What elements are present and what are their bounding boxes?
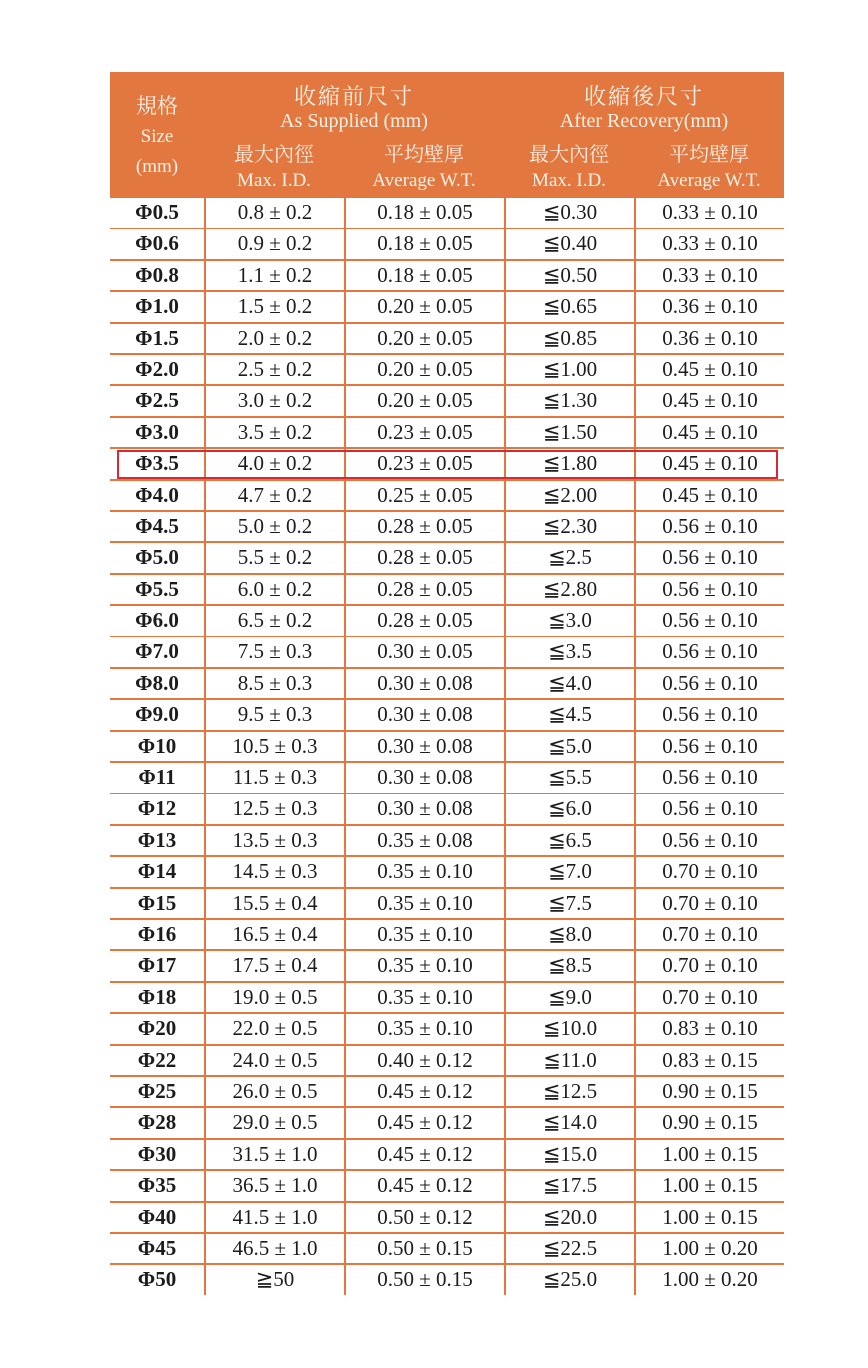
supplied-id-cell: 9.5 ± 0.3 [206,700,344,730]
size-cell: Φ14 [110,857,204,887]
size-cell: Φ5.5 [110,575,204,605]
table-row [110,1108,784,1138]
supplied-wt-cell: 0.40 ± 0.12 [346,1046,504,1076]
size-cell: Φ22 [110,1046,204,1076]
table-row [110,1234,784,1264]
col-supplied-id-zh: 最大內徑 [234,144,314,166]
size-cell: Φ1.0 [110,292,204,322]
supplied-id-cell: 11.5 ± 0.3 [206,763,344,793]
recovery-id-cell: ≦22.5 [506,1234,634,1264]
supplied-id-cell: 0.9 ± 0.2 [206,229,344,259]
recovery-wt-cell: 0.90 ± 0.15 [636,1108,784,1138]
recovery-id-cell: ≦0.40 [506,229,634,259]
supplied-id-cell: 14.5 ± 0.3 [206,857,344,887]
supplied-wt-cell: 0.35 ± 0.08 [346,826,504,856]
recovery-id-cell: ≦3.0 [506,606,634,636]
supplied-id-cell: 2.5 ± 0.2 [206,355,344,385]
recovery-id-cell: ≦6.0 [506,794,634,824]
size-cell: Φ0.8 [110,261,204,291]
recovery-id-cell: ≦12.5 [506,1077,634,1107]
supplied-wt-cell: 0.45 ± 0.12 [346,1140,504,1170]
supplied-wt-cell: 0.50 ± 0.12 [346,1203,504,1233]
size-cell: Φ2.5 [110,386,204,416]
recovery-id-cell: ≦15.0 [506,1140,634,1170]
supplied-id-cell: 36.5 ± 1.0 [206,1171,344,1201]
recovery-id-cell: ≦4.0 [506,669,634,699]
recovery-id-cell: ≦1.50 [506,418,634,448]
recovery-id-cell: ≦3.5 [506,637,634,667]
size-cell: Φ0.6 [110,229,204,259]
supplied-id-cell: 26.0 ± 0.5 [206,1077,344,1107]
recovery-wt-cell: 0.70 ± 0.10 [636,951,784,981]
size-cell: Φ28 [110,1108,204,1138]
supplied-wt-cell: 0.23 ± 0.05 [346,418,504,448]
recovery-wt-cell: 1.00 ± 0.20 [636,1265,784,1295]
recovery-id-cell: ≦2.00 [506,481,634,511]
table-row [110,324,784,354]
table-header [110,72,784,196]
table-row [110,1203,784,1233]
table-row [110,575,784,605]
recovery-wt-cell: 0.70 ± 0.10 [636,983,784,1013]
supplied-header-en: As Supplied (mm) [280,110,428,132]
supplied-wt-cell: 0.20 ± 0.05 [346,324,504,354]
table-row [110,512,784,542]
supplied-id-cell: 19.0 ± 0.5 [206,983,344,1013]
recovery-id-cell: ≦1.80 [506,449,634,479]
supplied-wt-cell: 0.25 ± 0.05 [346,481,504,511]
supplied-wt-cell: 0.35 ± 0.10 [346,951,504,981]
table-row [110,794,784,824]
size-cell: Φ1.5 [110,324,204,354]
supplied-wt-cell: 0.50 ± 0.15 [346,1234,504,1264]
recovery-wt-cell: 0.45 ± 0.10 [636,449,784,479]
supplied-id-cell: 4.7 ± 0.2 [206,481,344,511]
size-cell: Φ18 [110,983,204,1013]
recovery-wt-cell: 0.45 ± 0.10 [636,481,784,511]
table-row [110,826,784,856]
supplied-id-cell: 13.5 ± 0.3 [206,826,344,856]
supplied-id-cell: 5.0 ± 0.2 [206,512,344,542]
recovery-wt-cell: 0.56 ± 0.10 [636,606,784,636]
col-supplied-wt-en: Average W.T. [372,170,476,191]
recovery-wt-cell: 0.56 ± 0.10 [636,543,784,573]
size-cell: Φ12 [110,794,204,824]
recovery-id-cell: ≦9.0 [506,983,634,1013]
recovery-wt-cell: 0.56 ± 0.10 [636,700,784,730]
supplied-wt-cell: 0.18 ± 0.05 [346,198,504,228]
size-cell: Φ6.0 [110,606,204,636]
size-cell: Φ4.5 [110,512,204,542]
recovery-wt-cell: 0.45 ± 0.10 [636,418,784,448]
recovery-wt-cell: 0.56 ± 0.10 [636,512,784,542]
recovery-id-cell: ≦1.30 [506,386,634,416]
col-recovery-id-en: Max. I.D. [532,170,606,191]
supplied-id-cell: 16.5 ± 0.4 [206,920,344,950]
recovery-id-cell: ≦17.5 [506,1171,634,1201]
recovery-id-cell: ≦0.65 [506,292,634,322]
recovery-id-cell: ≦8.5 [506,951,634,981]
table-row [110,763,784,793]
recovery-wt-cell: 1.00 ± 0.20 [636,1234,784,1264]
supplied-wt-cell: 0.50 ± 0.15 [346,1265,504,1295]
recovery-id-cell: ≦14.0 [506,1108,634,1138]
table-row [110,418,784,448]
table-row [110,229,784,259]
col-supplied-wt-zh: 平均壁厚 [384,144,464,166]
recovery-wt-cell: 0.33 ± 0.10 [636,198,784,228]
recovery-wt-cell: 0.36 ± 0.10 [636,324,784,354]
supplied-wt-cell: 0.28 ± 0.05 [346,606,504,636]
recovery-id-cell: ≦0.50 [506,261,634,291]
supplied-id-cell: 41.5 ± 1.0 [206,1203,344,1233]
size-cell: Φ11 [110,763,204,793]
supplied-wt-cell: 0.30 ± 0.08 [346,700,504,730]
supplied-id-cell: 0.8 ± 0.2 [206,198,344,228]
recovery-wt-cell: 0.45 ± 0.10 [636,355,784,385]
supplied-id-cell: 31.5 ± 1.0 [206,1140,344,1170]
supplied-id-cell: 7.5 ± 0.3 [206,637,344,667]
recovery-wt-cell: 0.56 ± 0.10 [636,669,784,699]
supplied-id-cell: 46.5 ± 1.0 [206,1234,344,1264]
table-row [110,669,784,699]
supplied-header-zh: 收縮前尺寸 [293,84,414,109]
size-cell: Φ25 [110,1077,204,1107]
supplied-wt-cell: 0.23 ± 0.05 [346,449,504,479]
recovery-id-cell: ≦5.5 [506,763,634,793]
size-cell: Φ50 [110,1265,204,1295]
size-cell: Φ4.0 [110,481,204,511]
recovery-header-en: After Recovery(mm) [559,110,729,132]
supplied-wt-cell: 0.28 ± 0.05 [346,543,504,573]
recovery-id-cell: ≦8.0 [506,920,634,950]
size-cell: Φ15 [110,889,204,919]
supplied-id-cell: 29.0 ± 0.5 [206,1108,344,1138]
supplied-id-cell: 3.5 ± 0.2 [206,418,344,448]
col-recovery-id-zh: 最大內徑 [529,144,609,166]
supplied-wt-cell: 0.20 ± 0.05 [346,386,504,416]
supplied-wt-cell: 0.20 ± 0.05 [346,355,504,385]
recovery-wt-cell: 0.33 ± 0.10 [636,229,784,259]
table-row [110,951,784,981]
table-row [110,355,784,385]
recovery-id-cell: ≦2.80 [506,575,634,605]
size-cell: Φ10 [110,732,204,762]
recovery-wt-cell: 0.56 ± 0.10 [636,794,784,824]
size-cell: Φ13 [110,826,204,856]
size-cell: Φ3.5 [110,449,204,479]
recovery-wt-cell: 1.00 ± 0.15 [636,1171,784,1201]
recovery-id-cell: ≦0.85 [506,324,634,354]
size-cell: Φ40 [110,1203,204,1233]
supplied-id-cell: 22.0 ± 0.5 [206,1014,344,1044]
supplied-wt-cell: 0.30 ± 0.08 [346,763,504,793]
supplied-id-cell: 2.0 ± 0.2 [206,324,344,354]
recovery-id-cell: ≦11.0 [506,1046,634,1076]
table-row [110,889,784,919]
size-cell: Φ30 [110,1140,204,1170]
supplied-wt-cell: 0.30 ± 0.08 [346,794,504,824]
size-header-unit: (mm) [135,156,179,177]
size-cell: Φ17 [110,951,204,981]
supplied-wt-cell: 0.35 ± 0.10 [346,983,504,1013]
recovery-wt-cell: 0.83 ± 0.15 [636,1046,784,1076]
recovery-id-cell: ≦6.5 [506,826,634,856]
size-cell: Φ16 [110,920,204,950]
table-row [110,637,784,667]
recovery-wt-cell: 0.33 ± 0.10 [636,261,784,291]
supplied-wt-cell: 0.35 ± 0.10 [346,1014,504,1044]
supplied-id-cell: 3.0 ± 0.2 [206,386,344,416]
col-supplied-id-en: Max. I.D. [237,170,311,191]
recovery-id-cell: ≦5.0 [506,732,634,762]
size-cell: Φ5.0 [110,543,204,573]
supplied-wt-cell: 0.35 ± 0.10 [346,920,504,950]
supplied-wt-cell: 0.45 ± 0.12 [346,1077,504,1107]
supplied-id-cell: ≧50 [206,1265,344,1295]
table-row [110,481,784,511]
supplied-wt-cell: 0.28 ± 0.05 [346,575,504,605]
size-cell: Φ35 [110,1171,204,1201]
table-row [110,1265,784,1295]
supplied-wt-cell: 0.45 ± 0.12 [346,1171,504,1201]
supplied-wt-cell: 0.18 ± 0.05 [346,261,504,291]
size-cell: Φ3.0 [110,418,204,448]
size-cell: Φ7.0 [110,637,204,667]
supplied-id-cell: 24.0 ± 0.5 [206,1046,344,1076]
recovery-id-cell: ≦7.0 [506,857,634,887]
recovery-id-cell: ≦2.30 [506,512,634,542]
supplied-id-cell: 15.5 ± 0.4 [206,889,344,919]
table-row [110,857,784,887]
table-row [110,292,784,322]
supplied-id-cell: 6.5 ± 0.2 [206,606,344,636]
size-cell: Φ20 [110,1014,204,1044]
supplied-wt-cell: 0.45 ± 0.12 [346,1108,504,1138]
recovery-id-cell: ≦25.0 [506,1265,634,1295]
size-cell: Φ9.0 [110,700,204,730]
recovery-wt-cell: 0.70 ± 0.10 [636,857,784,887]
col-recovery-wt-zh: 平均壁厚 [669,144,749,166]
table-row [110,1077,784,1107]
supplied-wt-cell: 0.18 ± 0.05 [346,229,504,259]
table-row [110,386,784,416]
recovery-wt-cell: 0.36 ± 0.10 [636,292,784,322]
supplied-id-cell: 4.0 ± 0.2 [206,449,344,479]
table-body [110,198,784,1295]
col-recovery-wt-en: Average W.T. [657,170,761,191]
size-cell: Φ2.0 [110,355,204,385]
recovery-wt-cell: 0.70 ± 0.10 [636,920,784,950]
recovery-id-cell: ≦0.30 [506,198,634,228]
supplied-id-cell: 8.5 ± 0.3 [206,669,344,699]
table-row [110,606,784,636]
table-row [110,198,784,228]
recovery-wt-cell: 0.83 ± 0.10 [636,1014,784,1044]
supplied-id-cell: 6.0 ± 0.2 [206,575,344,605]
supplied-id-cell: 1.1 ± 0.2 [206,261,344,291]
size-header-zh: 規格 [136,94,178,118]
recovery-id-cell: ≦10.0 [506,1014,634,1044]
supplied-id-cell: 17.5 ± 0.4 [206,951,344,981]
size-cell: Φ45 [110,1234,204,1264]
recovery-wt-cell: 0.70 ± 0.10 [636,889,784,919]
spec-table [110,72,784,1295]
table-row [110,543,784,573]
recovery-wt-cell: 1.00 ± 0.15 [636,1140,784,1170]
supplied-wt-cell: 0.30 ± 0.08 [346,732,504,762]
table-row [110,983,784,1013]
table-row [110,920,784,950]
supplied-wt-cell: 0.35 ± 0.10 [346,889,504,919]
supplied-id-cell: 5.5 ± 0.2 [206,543,344,573]
recovery-id-cell: ≦1.00 [506,355,634,385]
supplied-id-cell: 10.5 ± 0.3 [206,732,344,762]
recovery-wt-cell: 0.56 ± 0.10 [636,637,784,667]
recovery-id-cell: ≦2.5 [506,543,634,573]
recovery-id-cell: ≦4.5 [506,700,634,730]
size-header-en: Size [140,126,174,147]
size-cell: Φ0.5 [110,198,204,228]
recovery-header-zh: 收縮後尺寸 [583,84,704,109]
supplied-wt-cell: 0.30 ± 0.08 [346,669,504,699]
supplied-wt-cell: 0.20 ± 0.05 [346,292,504,322]
table-row [110,1046,784,1076]
recovery-wt-cell: 0.90 ± 0.15 [636,1077,784,1107]
supplied-id-cell: 12.5 ± 0.3 [206,794,344,824]
supplied-id-cell: 1.5 ± 0.2 [206,292,344,322]
recovery-wt-cell: 0.56 ± 0.10 [636,826,784,856]
recovery-wt-cell: 0.56 ± 0.10 [636,575,784,605]
size-cell: Φ8.0 [110,669,204,699]
supplied-wt-cell: 0.28 ± 0.05 [346,512,504,542]
recovery-wt-cell: 0.45 ± 0.10 [636,386,784,416]
table-row [110,1171,784,1201]
recovery-wt-cell: 1.00 ± 0.15 [636,1203,784,1233]
supplied-wt-cell: 0.30 ± 0.05 [346,637,504,667]
recovery-id-cell: ≦7.5 [506,889,634,919]
recovery-id-cell: ≦20.0 [506,1203,634,1233]
recovery-wt-cell: 0.56 ± 0.10 [636,763,784,793]
table-row [110,1014,784,1044]
table-row [110,1140,784,1170]
table-row [110,732,784,762]
table-row [110,261,784,291]
table-row [110,449,784,479]
recovery-wt-cell: 0.56 ± 0.10 [636,732,784,762]
table-row [110,700,784,730]
supplied-wt-cell: 0.35 ± 0.10 [346,857,504,887]
